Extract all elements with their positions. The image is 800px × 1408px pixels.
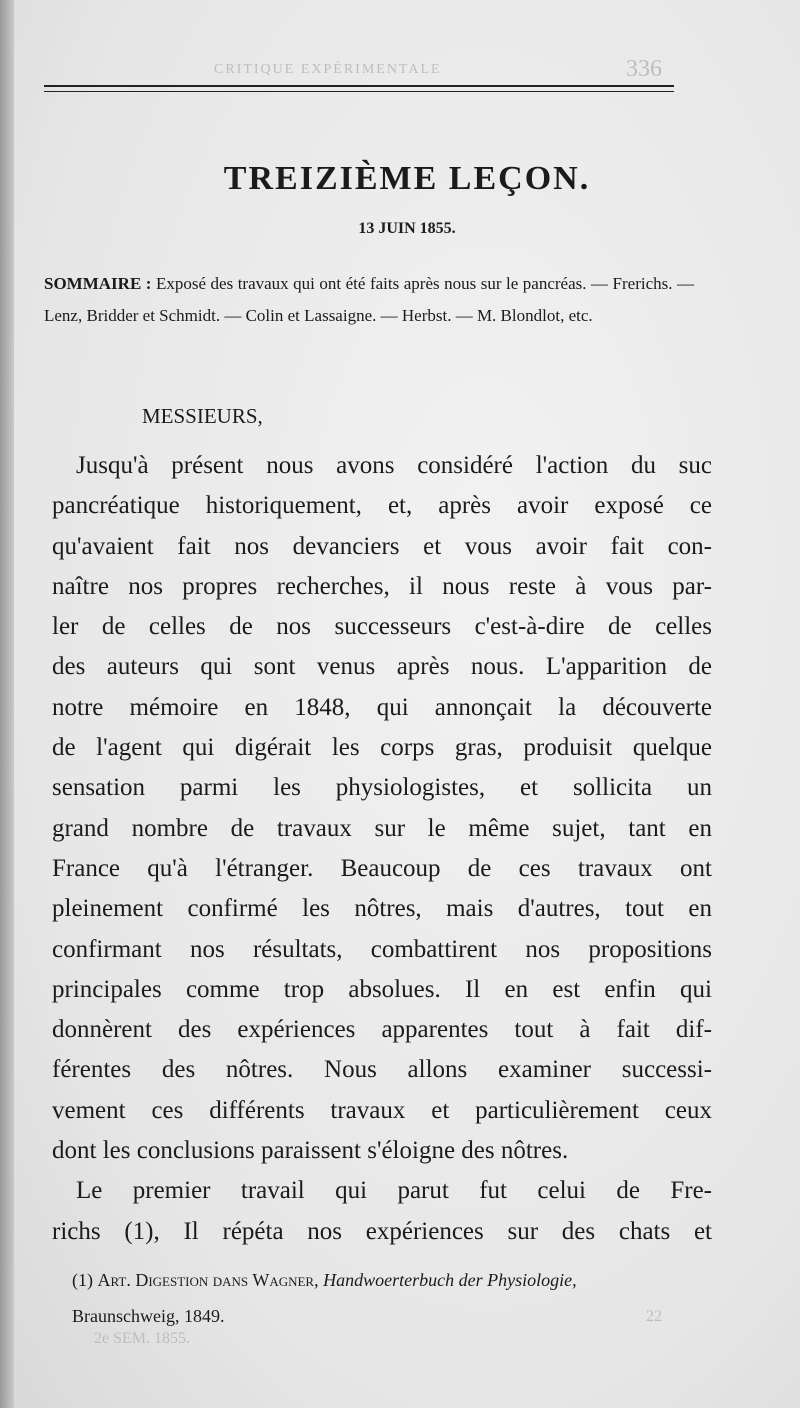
footnote-source: Art. Digestion dans Wagner, bbox=[97, 1270, 319, 1290]
body-text bbox=[52, 446, 712, 1252]
body-line: férentes des nôtres. Nous allons examiner successi- bbox=[52, 1056, 712, 1084]
body-line: dont les conclusions paraissent s'éloigne des nôtres. bbox=[52, 1137, 569, 1165]
body-line: donnèrent des expériences apparentes tout à fait dif- bbox=[52, 1016, 712, 1044]
footnote-title: Handwoerterbuch der Physiologie, bbox=[323, 1270, 577, 1290]
body-line: notre mémoire en 1848, qui annonçait la découverte bbox=[52, 693, 712, 721]
body-line: pleinement confirmé les nôtres, mais d'autres, tout en bbox=[52, 895, 712, 923]
book-gutter-edge bbox=[0, 0, 14, 1408]
body-line: richs (1), Il répéta nos expériences sur des chats et bbox=[52, 1217, 712, 1245]
show-through-folio: 22 bbox=[646, 1308, 662, 1325]
salutation: MESSIEURS, bbox=[142, 404, 263, 428]
summary-block bbox=[44, 268, 694, 332]
body-line: grand nombre de travaux sur le même sujet, tant en bbox=[52, 814, 712, 842]
body-line: naître nos propres recherches, il nous reste à vous par- bbox=[52, 572, 712, 600]
body-line: Jusqu'à présent nous avons considéré l'action du suc bbox=[76, 452, 712, 479]
show-through-running-head: CRITIQUE EXPÉRIMENTALE bbox=[214, 62, 442, 77]
lesson-date: 13 JUIN 1855. bbox=[358, 220, 456, 237]
header-rule-thin bbox=[44, 91, 674, 92]
body-line: ler de celles de nos successeurs c'est-à-dire de celles bbox=[52, 613, 712, 641]
body-line: sensation parmi les physiologistes, et sollicita un bbox=[52, 774, 712, 802]
show-through-page-number: 336 bbox=[626, 56, 662, 82]
show-through-signature: 2e SEM. 1855. bbox=[94, 1330, 190, 1347]
body-line: France qu'à l'étranger. Beaucoup de ces travaux ont bbox=[52, 854, 712, 882]
book-page bbox=[14, 0, 800, 1408]
body-line: confirmant nos résultats, combattirent nos propositions bbox=[52, 935, 712, 963]
footnote-place: Braunschweig, 1849. bbox=[72, 1306, 225, 1326]
body-line: des auteurs qui sont venus après nous. L'apparition de bbox=[52, 653, 712, 681]
header-rule bbox=[44, 85, 674, 87]
body-line: pancréatique historiquement, et, après avoir exposé ce bbox=[52, 492, 712, 520]
body-line: vement ces différents travaux et particulièrement ceux bbox=[52, 1096, 712, 1124]
footnote-marker: (1) bbox=[72, 1270, 93, 1290]
body-line: Le premier travail qui parut fut celui de Fre- bbox=[76, 1177, 712, 1205]
footnote bbox=[72, 1262, 732, 1334]
body-line: qu'avaient fait nos devanciers et vous avoir fait con- bbox=[52, 532, 712, 560]
summary-text: Exposé des travaux qui ont été faits après nous sur le pancréas. — Frerichs. — Lenz, Bridder et Schmidt. — Colin et Lassaigne. — Herbst. — M. Blondlot, etc. bbox=[44, 274, 694, 325]
body-line: principales comme trop absolues. Il en est enfin qui bbox=[52, 975, 712, 1003]
body-line: de l'agent qui digérait les corps gras, produisit quelque bbox=[52, 734, 712, 762]
summary-lead: SOMMAIRE : bbox=[44, 274, 152, 293]
lesson-title: TREIZIÈME LEÇON. bbox=[223, 160, 591, 197]
